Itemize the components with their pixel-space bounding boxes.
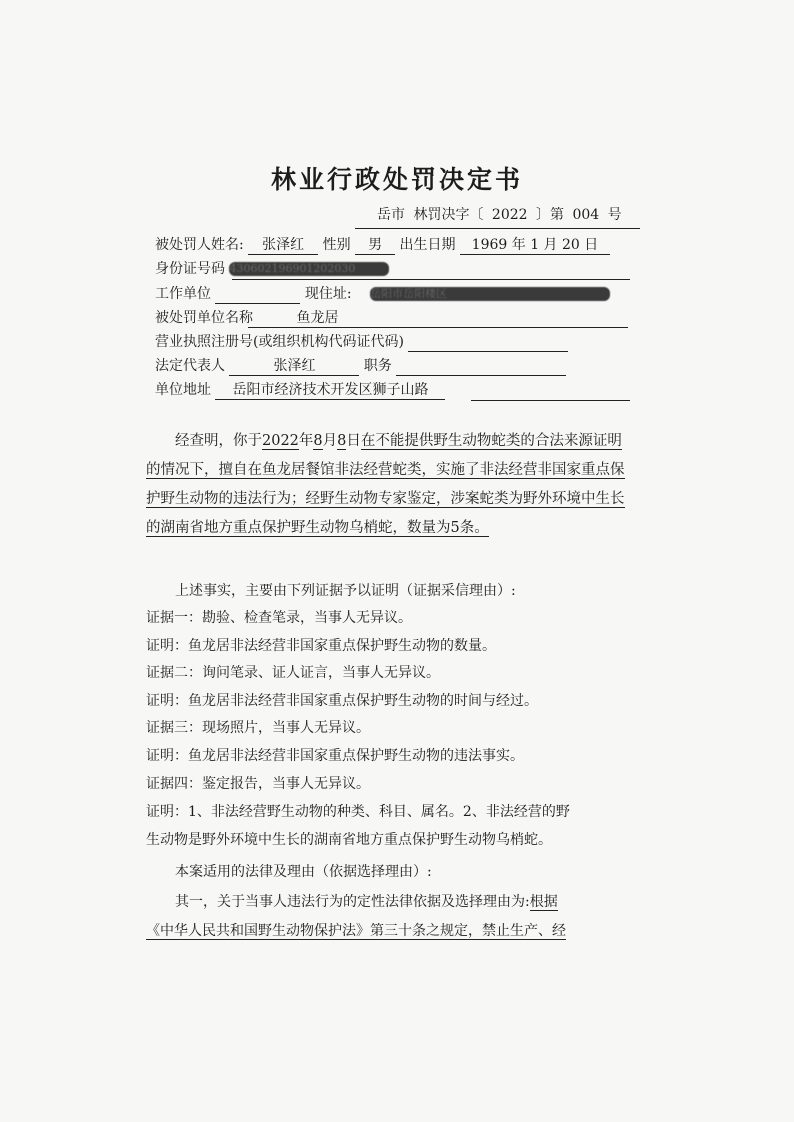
- unit-value: 鱼龙居: [257, 307, 377, 328]
- birth-label: 出生日期: [399, 237, 456, 253]
- finding-day-unit: 日: [346, 433, 361, 449]
- gender-label: 性别: [322, 237, 351, 253]
- row-work: [155, 283, 610, 305]
- unit-underline: [248, 327, 628, 328]
- unit-label: 被处罚单位名称: [155, 310, 253, 326]
- law-line2: [146, 920, 566, 940]
- finding-text: 在不能提供野生动物蛇类的合法来源证明的情况下，擅自在鱼龙居餐馆非法经营蛇类，实施了非法经营非国家重点保护野生动物的违法行为；经野生动物专家鉴定，涉案蛇类为野外环境中生长的湖南省地方重点保护野生动物乌梢蛇，数量为5条。: [146, 433, 625, 536]
- unit-address-value: 岳阳市经济技术开发区狮子山路: [215, 379, 445, 400]
- finding-month: 8: [313, 433, 323, 449]
- work-label: 工作单位: [155, 286, 211, 302]
- law-line1-basis: 根据: [529, 894, 558, 910]
- finding-year-unit: 年: [298, 433, 314, 449]
- rep-label: 法定代表人: [155, 358, 225, 374]
- proof-3: 证明：鱼龙居非法经营非国家重点保护野生动物的违法事实。: [146, 748, 524, 764]
- row-license: [155, 331, 568, 353]
- row-unit-address: [155, 379, 445, 401]
- name-value: 张泽红: [248, 234, 318, 255]
- evidence-2: 证据二：询问笔录、证人证言，当事人无异议。: [146, 665, 440, 681]
- finding-day: 8: [337, 433, 347, 449]
- gender-value: 男: [355, 234, 395, 255]
- finding-paragraph: [146, 427, 631, 543]
- id-label: 身份证号码: [155, 261, 225, 277]
- evidence-1: 证据一：勘验、检查笔录，当事人无异议。: [146, 610, 412, 626]
- evidence-intro: 上述事实，主要由下列证据予以证明（证据采信理由）:: [175, 583, 516, 599]
- id-underline: [232, 279, 630, 280]
- docno-prefix: 岳市: [377, 207, 405, 223]
- evidence-3: 证据三：现场照片，当事人无异议。: [146, 720, 370, 736]
- license-label: 营业执照注册号(或组织机构代码证代码): [155, 334, 404, 350]
- proof-1: 证明：鱼龙居非法经营非国家重点保护野生动物的数量。: [146, 638, 496, 654]
- finding-month-unit: 月: [322, 433, 338, 449]
- duty-label: 职务: [363, 358, 392, 374]
- docno-number: 004: [572, 207, 600, 223]
- address-label: 现住址:: [304, 286, 352, 302]
- duty-value: [396, 355, 566, 376]
- finding-year: 2022: [262, 433, 299, 449]
- proof-4-line2: 生动物是野外环境中生长的湖南省地方重点保护野生动物乌梢蛇。: [146, 832, 552, 848]
- birth-value: 1969 年 1 月 20 日: [460, 234, 610, 255]
- law-name: 《中华人民共和国野生动物保护法》: [146, 923, 370, 939]
- proof-4-line1: 证明：1、非法经营野生动物的种类、科目、属名。2、非法经营的野: [146, 804, 570, 820]
- docno-year: 2022: [491, 207, 528, 223]
- document-number: [355, 204, 640, 229]
- evidence-4: 证据四：鉴定报告，当事人无异议。: [146, 776, 370, 792]
- proof-2: 证明：鱼龙居非法经营非国家重点保护野生动物的时间与经过。: [146, 693, 538, 709]
- row-rep: [155, 355, 566, 377]
- document-title: 林业行政处罚决定书: [270, 165, 523, 194]
- law-line1: [175, 891, 558, 911]
- finding-intro: 经查明，你于: [175, 433, 262, 449]
- law-article: 第三十条之规定，禁止生产、经: [370, 923, 566, 939]
- unit-address-underline: [471, 400, 630, 401]
- row-unit: [155, 307, 377, 329]
- license-value: [408, 331, 568, 352]
- work-value: [215, 283, 300, 304]
- docno-suffix: 号: [607, 207, 622, 223]
- name-label: 被处罚人姓名:: [155, 237, 244, 253]
- law-line1-text: 其一，关于当事人违法行为的定性法律依据及选择理由为:: [175, 894, 530, 910]
- row-name: [155, 234, 610, 256]
- docno-word: 林罚决字〔: [413, 207, 484, 223]
- address-value-redacted: 岳阳市岳阳楼区: [370, 287, 610, 301]
- law-intro: 本案适用的法律及理由（依据选择理由）:: [175, 864, 432, 880]
- row-id: [155, 258, 389, 280]
- docno-close: 〕第: [536, 207, 564, 223]
- id-value-redacted: 430602196901202030: [229, 262, 389, 276]
- unit-address-label: 单位地址: [155, 382, 211, 398]
- rep-value: 张泽红: [229, 355, 359, 376]
